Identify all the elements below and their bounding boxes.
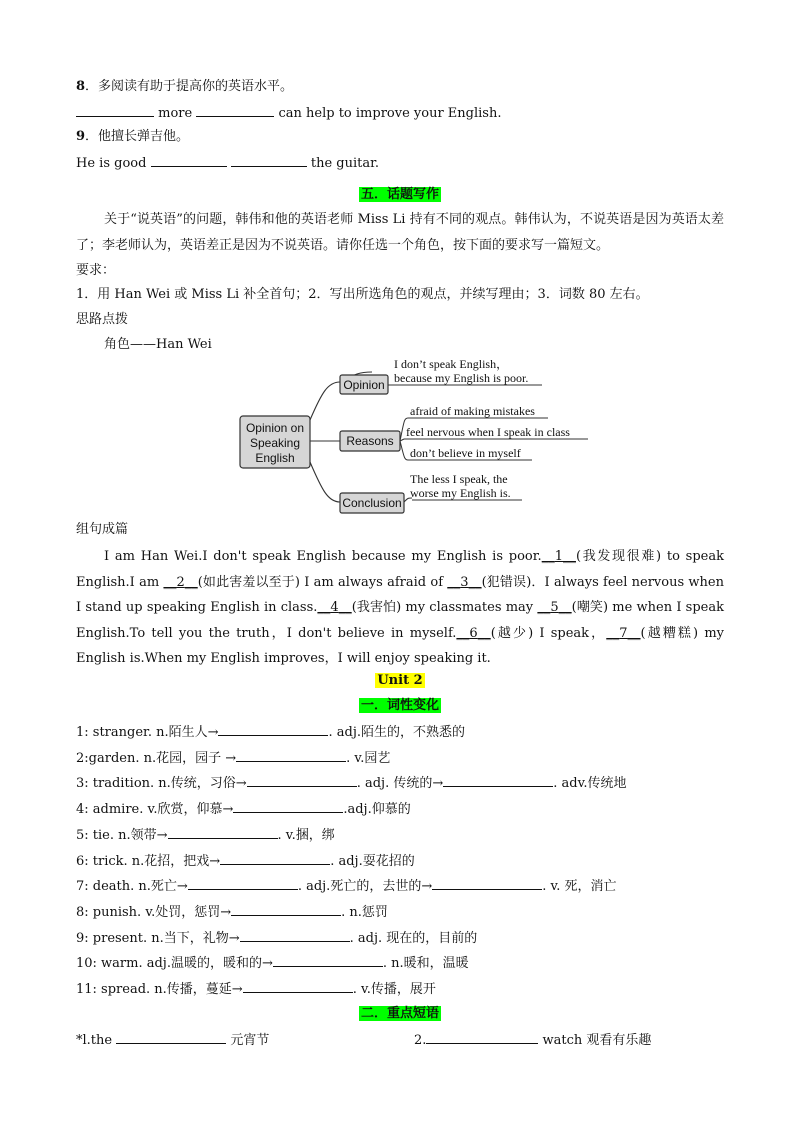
question-8-answer-line: [76, 103, 501, 123]
phrase-2-prefix: 2.: [414, 1033, 427, 1048]
word-form-item: [76, 979, 436, 999]
compose-label: 组句成篇: [76, 522, 129, 537]
word-form-target-2: . adv.传统地: [553, 776, 627, 792]
requirements-label: 要求：: [76, 263, 116, 278]
phrase-1-suffix: 元宵节: [230, 1033, 270, 1048]
answer-blank[interactable]: [233, 799, 343, 813]
question-number: 8: [76, 79, 86, 94]
answer-blank[interactable]: [236, 748, 346, 762]
answer-blank[interactable]: [116, 1030, 226, 1044]
word-form-target: . n.暖和，温暖: [382, 956, 469, 972]
word-form-item: [76, 876, 617, 896]
role-label: 角色——Han Wei: [104, 337, 212, 352]
essay-hint-4: (我害怕) my classmates may: [351, 600, 538, 615]
connector-reason-3: [400, 441, 408, 460]
blank-number: 2: [176, 574, 185, 590]
essay-blank-7[interactable]: __7__: [606, 625, 641, 641]
word-form-item: [76, 748, 390, 768]
essay-blank-4[interactable]: __4__: [317, 600, 352, 615]
conclusion-text-line-2: worse my English is.: [410, 486, 511, 500]
question-number: 9: [76, 129, 86, 144]
word-form-item: [76, 799, 411, 819]
blank-number: 1: [554, 549, 563, 564]
answer-blank[interactable]: [196, 103, 274, 117]
word-form-item: [76, 825, 335, 845]
answer-blank[interactable]: [243, 979, 353, 993]
section-5-title: 五．话题写作: [360, 187, 439, 202]
word-form-target: . v.园艺: [346, 750, 391, 766]
reasons-node-label: Reasons: [346, 434, 394, 448]
question-9-text-end: the guitar.: [310, 156, 380, 171]
word-form-prompt: 11: spread. n.传播，蔓延→: [76, 982, 243, 997]
word-form-target: . adj. 现在的，目前的: [349, 930, 478, 946]
word-form-target-2: . v. 死，消亡: [542, 879, 617, 895]
word-form-item: [76, 953, 469, 973]
section-title: 二．重点短语: [360, 1006, 439, 1021]
word-form-target: . adj. 传统的→: [356, 776, 444, 792]
connector-conclusion: [310, 462, 340, 502]
section-5-heading: [0, 186, 800, 204]
question-9-prompt: [76, 128, 189, 146]
word-form-item: [76, 851, 415, 871]
question-8-chinese: ．多阅读有助于提高你的英语水平。: [85, 79, 294, 94]
essay-blank-6[interactable]: __6__: [456, 625, 491, 641]
unit-2-section-1-heading: [0, 697, 800, 715]
essay-text: I am Han Wei.I don't speak English because my English is poor.: [104, 549, 542, 564]
phrase-1-prefix: *l.the: [76, 1033, 113, 1048]
mind-map-diagram: [236, 352, 596, 522]
word-form-target: . adj.耍花招的: [330, 853, 415, 869]
opinion-text-line-1: I don’t speak English，: [394, 357, 509, 371]
reason-3-text: don’t believe in myself: [410, 446, 521, 460]
opinion-node-label: Opinion: [343, 378, 385, 392]
connector-opinion: [310, 382, 340, 420]
answer-blank[interactable]: [443, 773, 553, 787]
word-form-prompt: 7: death. n.死亡→: [76, 879, 188, 895]
blank-number: 6: [469, 625, 478, 641]
answer-blank[interactable]: [231, 902, 341, 916]
blank-number: 4: [330, 600, 339, 615]
answer-blank[interactable]: [188, 876, 298, 890]
answer-blank[interactable]: [218, 722, 328, 736]
phrase-2: [414, 1030, 651, 1050]
word-form-prompt: 2:garden. n.花园，园子 →: [76, 750, 237, 766]
word-form-prompt: 9: present. n.当下，礼物→: [76, 930, 240, 946]
word-form-item: [76, 928, 477, 948]
word-form-item: [76, 722, 465, 742]
essay-hint-7: (越糟糕) my English is.When my English improves，I will enjoy speaking it.: [76, 625, 724, 666]
tips-label: 思路点拨: [76, 312, 129, 327]
unit-2-section-2-heading: [0, 1005, 800, 1023]
answer-blank[interactable]: [220, 851, 330, 865]
unit-title: Unit 2: [377, 673, 423, 688]
question-8-text-end: can help to improve your English.: [278, 106, 502, 121]
question-9-chinese: ．他擅长弹吉他。: [85, 129, 190, 144]
unit-2-heading: [0, 672, 800, 690]
reason-1-text: afraid of making mistakes: [410, 404, 535, 418]
reason-2-text: feel nervous when I speak in class: [406, 425, 570, 439]
essay-hint-6: (越少) I speak，: [490, 625, 607, 641]
essay-blank-2[interactable]: __2__: [163, 574, 198, 590]
center-node-line-3: English: [255, 451, 295, 465]
word-form-item: [76, 773, 627, 793]
blank-number: 5: [550, 600, 559, 615]
answer-blank[interactable]: [426, 1030, 538, 1044]
word-form-prompt: 5: tie. n.领带→: [76, 827, 168, 843]
word-form-prompt: 4: admire. v.欣赏，仰慕→: [76, 802, 234, 818]
conclusion-text-line-1: The less I speak, the: [410, 472, 508, 486]
answer-blank[interactable]: [151, 153, 227, 167]
word-form-target: . v.捆，绑: [277, 827, 335, 843]
essay-paragraph: [76, 544, 724, 672]
word-form-item: [76, 902, 388, 922]
answer-blank[interactable]: [168, 825, 278, 839]
opinion-text-line-2: because my English is poor.: [394, 371, 529, 385]
word-form-target: .adj.仰慕的: [343, 802, 411, 818]
phrase-2-suffix: watch 观看有乐趣: [542, 1033, 652, 1048]
section-5-intro: 关于“说英语”的问题，韩伟和他的英语老师 Miss Li 持有不同的观点。韩伟认为，不说英语是因为英语太差了；李老师认为，英语差正是因为不说英语。请你任选一个角色，按下面的要求写一篇短文。: [76, 212, 724, 253]
question-9-answer-line: [76, 153, 379, 173]
center-node-line-1: Opinion on: [245, 421, 305, 435]
essay-hint-5: (嘲笑) me when I speak English.To tell you the truth，I don't believe in myself.: [76, 600, 724, 641]
blank-number: 3: [460, 574, 469, 590]
question-8-prompt: [76, 78, 293, 96]
question-8-text-mid: more: [158, 106, 193, 121]
center-node-line-2: Speaking: [249, 436, 301, 450]
essay-hint-3: (犯错误)．I always feel nervous when I stand up speaking English in class.: [76, 574, 724, 615]
question-9-text-start: He is good: [76, 156, 147, 171]
answer-blank[interactable]: [240, 928, 350, 942]
answer-blank[interactable]: [76, 103, 154, 117]
word-form-target: . v.传播，展开: [352, 982, 436, 997]
word-form-prompt: 3: tradition. n.传统，习俗→: [76, 776, 247, 792]
word-form-prompt: 6: trick. n.花招，把戏→: [76, 853, 221, 869]
word-form-prompt: 10: warm. adj.温暖的，暖和的→: [76, 956, 273, 972]
section-title: 一．词性变化: [360, 698, 439, 713]
essay-blank-1[interactable]: __1__: [541, 549, 576, 564]
essay-hint-1: (我发现很难) to speak English.I am: [76, 549, 724, 590]
word-form-target: . adj.陌生的，不熟悉的: [328, 725, 465, 740]
blank-number: 7: [619, 625, 628, 641]
word-form-target: . n.惩罚: [341, 904, 388, 920]
word-form-target: . adj.死亡的，去世的→: [297, 879, 433, 895]
word-form-prompt: 1: stranger. n.陌生人→: [76, 725, 219, 740]
word-form-prompt: 8: punish. v.处罚，惩罚→: [76, 904, 232, 920]
answer-blank[interactable]: [247, 773, 357, 787]
essay-blank-3[interactable]: __3__: [447, 574, 482, 590]
conclusion-node-label: Conclusion: [342, 496, 402, 510]
phrase-1: [76, 1030, 269, 1050]
essay-blank-5[interactable]: __5__: [537, 600, 572, 615]
answer-blank[interactable]: [231, 153, 307, 167]
answer-blank[interactable]: [273, 953, 383, 967]
requirements-text: 1．用 Han Wei 或 Miss Li 补全首句；2．写出所选角色的观点，并续写理由；3．词数 80 左右。: [76, 287, 649, 302]
essay-hint-2: (如此害羞以至于) I am always afraid of: [197, 574, 448, 590]
answer-blank[interactable]: [432, 876, 542, 890]
